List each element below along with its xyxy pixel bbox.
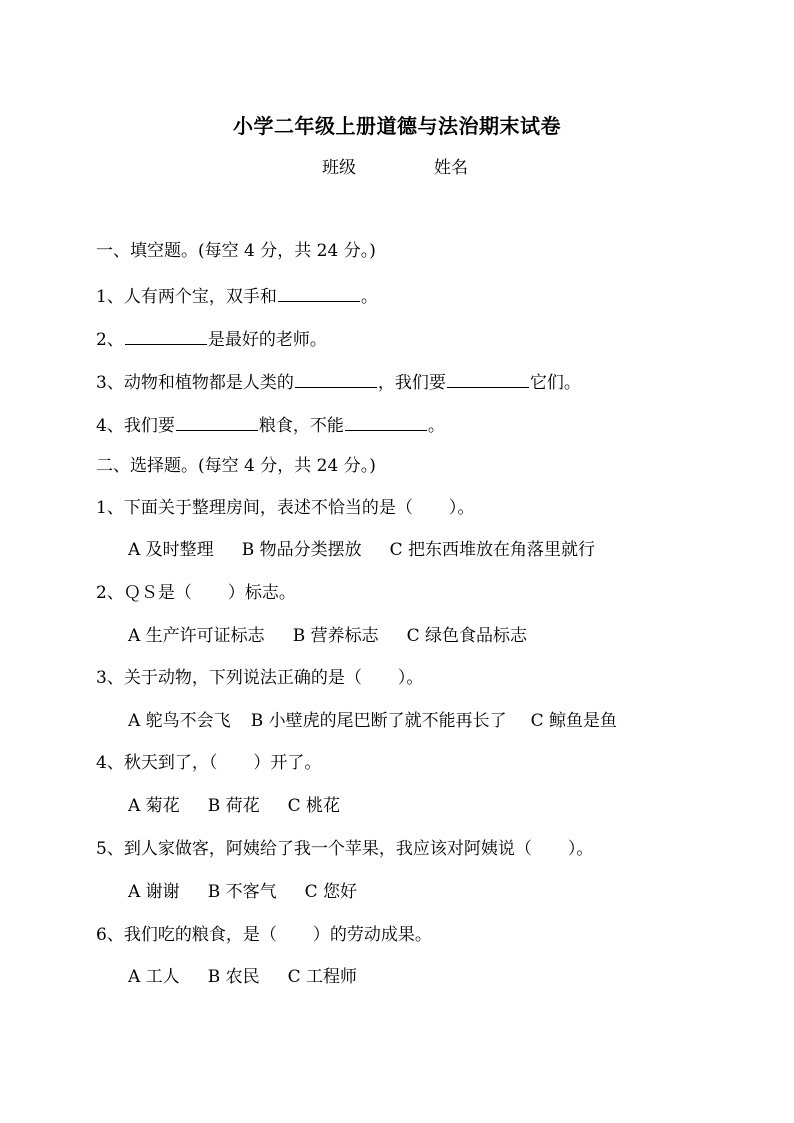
question-text: ）标志。 [227, 583, 296, 603]
question-text: 6、我们吃的粮食，是（ [96, 925, 277, 945]
question-text: 是最好的老师。 [207, 330, 327, 350]
choice-options-3 [128, 710, 617, 732]
section1-heading: 一、填空题。(每空 4 分，共 24 分。) [96, 241, 376, 261]
choice-options-5 [128, 881, 357, 903]
choice-options-4 [128, 795, 340, 817]
option-b: B 物品分类摆放 [241, 540, 362, 560]
option-b: B 不客气 [207, 882, 277, 902]
option-b: B 小壁虎的尾巴断了就不能再长了 [250, 711, 507, 731]
choice-question-1 [96, 497, 474, 519]
page-title: 小学二年级上册道德与法治期末试卷 [233, 114, 561, 138]
section2-heading: 二、选择题。(每空 4 分，共 24 分。) [96, 456, 376, 476]
option-a: A 谢谢 [128, 882, 180, 902]
choice-options-6 [128, 966, 357, 988]
fill-question-2 [96, 326, 327, 351]
question-text: 粮食，不能 [258, 416, 344, 436]
choice-question-4 [96, 752, 321, 774]
option-b: B 荷花 [207, 796, 260, 816]
choice-question-3 [96, 667, 423, 689]
option-a: A 及时整理 [128, 540, 214, 560]
option-b: B 农民 [207, 967, 260, 987]
class-label: 班级 [322, 158, 356, 178]
answer-blank[interactable] [176, 412, 258, 431]
question-text: 5、到人家做客，阿姨给了我一个苹果，我应该对阿姨说（ [96, 839, 532, 859]
question-text: 1、人有两个宝，双手和 [96, 287, 277, 307]
question-text: 它们。 [529, 373, 581, 393]
question-text: 3、关于动物，下列说法正确的是（ [96, 668, 362, 688]
question-text: 4、秋天到了，（ [96, 753, 218, 773]
choice-question-6 [96, 924, 432, 946]
option-c: C 把东西堆放在角落里就行 [389, 540, 596, 560]
question-text: 。 [360, 287, 378, 307]
question-text: 4、我们要 [96, 416, 175, 436]
fill-question-3 [96, 369, 581, 394]
answer-blank[interactable] [278, 283, 360, 302]
option-c: C 鲸鱼是鱼 [530, 711, 618, 731]
fill-question-1 [96, 283, 378, 308]
option-a: A 菊花 [128, 796, 180, 816]
question-text: ）的劳动成果。 [312, 925, 432, 945]
question-text: ）。 [448, 498, 475, 518]
choice-question-2 [96, 582, 296, 604]
option-c: C 工程师 [287, 967, 358, 987]
choice-options-2 [128, 625, 527, 647]
option-a: A 生产许可证标志 [128, 626, 265, 646]
question-text: ）开了。 [253, 753, 322, 773]
question-text: 1、下面关于整理房间，表述不恰当的是（ [96, 498, 413, 518]
option-c: C 您好 [304, 882, 358, 902]
question-text: ）。 [397, 668, 424, 688]
choice-options-1 [128, 539, 595, 561]
question-text: ，我们要 [377, 373, 446, 393]
question-text: 2、ＱＳ是（ [96, 583, 192, 603]
name-label: 姓名 [434, 158, 468, 178]
answer-blank[interactable] [295, 369, 377, 388]
option-c: C 桃花 [287, 796, 341, 816]
option-c: C 绿色食品标志 [406, 626, 528, 646]
answer-blank[interactable] [447, 369, 529, 388]
answer-blank[interactable] [345, 412, 427, 431]
question-text: 3、动物和植物都是人类的 [96, 373, 294, 393]
question-text: ）。 [567, 839, 594, 859]
fill-question-4 [96, 412, 445, 437]
option-a: A 工人 [128, 967, 180, 987]
choice-question-5 [96, 838, 593, 860]
option-b: B 营养标志 [292, 626, 379, 646]
question-text: 2、 [96, 330, 124, 350]
option-a: A 鸵鸟不会飞 [128, 711, 231, 731]
question-text: 。 [427, 416, 445, 436]
answer-blank[interactable] [125, 326, 207, 345]
